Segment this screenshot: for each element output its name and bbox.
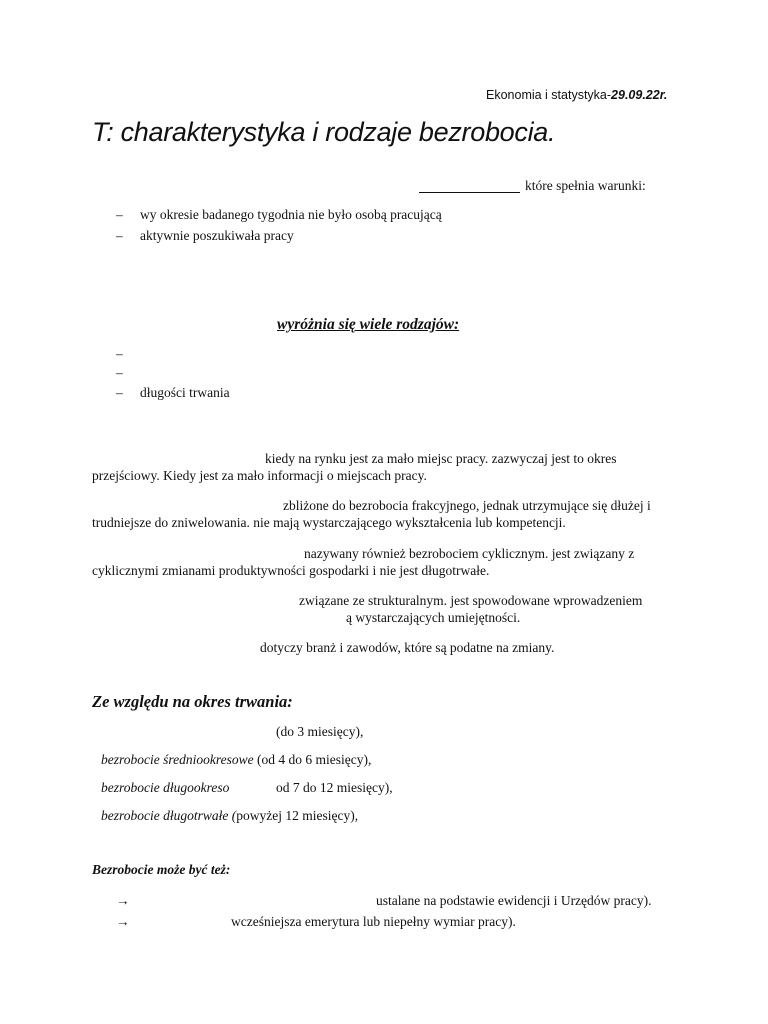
definition-text: które spełnia warunki: — [525, 178, 646, 193]
also-item: wcześniejsza emerytura lub niepełny wymiar pracy). — [231, 914, 516, 929]
subject-date: 29.09.22r. — [611, 88, 668, 102]
paragraph-line: trudniejsze do zniwelowania. nie mają wystarczającego wykształcenia lub kompetencji. — [92, 515, 566, 530]
subject-label: Ekonomia i statystyka- — [486, 88, 612, 102]
list-dash: – — [116, 346, 123, 361]
paragraph-line: kiedy na rynku jest za mało miejsc pracy. zazwyczaj jest to okres — [265, 451, 617, 466]
blank-fill-line — [419, 192, 520, 193]
condition-item: wy okresie badanego tygodnia nie było osobą pracującą — [140, 207, 442, 222]
duration-item: (do 3 miesięcy), — [276, 724, 364, 739]
condition-item: aktywnie poszukiwała pracy — [140, 228, 294, 243]
paragraph-line: ą wystarczających umiejętności. — [346, 610, 521, 625]
list-dash: – — [116, 365, 123, 380]
also-item: ustalane na podstawie ewidencji i Urzędów pracy). — [376, 893, 652, 908]
arrow-icon: → — [116, 914, 130, 929]
duration-item — [101, 808, 358, 824]
also-heading: Bezrobocie może być też: — [92, 862, 231, 877]
paragraph-line: nazywany również bezrobociem cyklicznym. jest związany z — [304, 546, 635, 561]
list-dash: – — [116, 385, 123, 400]
paragraph-line: zbliżone do bezrobocia frakcyjnego, jednak utrzymujące się dłużej i — [283, 498, 651, 513]
type-item: długości trwania — [140, 385, 230, 400]
duration-item-range: od 7 do 12 miesięcy), — [276, 780, 393, 795]
duration-item-label: bezrobocie długotrwałe ( — [101, 808, 237, 823]
duration-heading: Ze względu na okres trwania: — [92, 692, 293, 711]
duration-item — [101, 780, 229, 796]
page-title: T: charakterystyka i rodzaje bezrobocia. — [92, 117, 556, 147]
document-header — [486, 88, 667, 102]
duration-item-range: powyżej 12 miesięcy), — [236, 808, 359, 823]
paragraph-line: związane ze strukturalnym. jest spowodowane wprowadzeniem — [299, 593, 643, 608]
duration-item-label: bezrobocie długookreso — [101, 780, 230, 795]
paragraph-line: przejściowy. Kiedy jest za mało informacji o miejscach pracy. — [92, 468, 427, 483]
arrow-icon: → — [116, 893, 130, 908]
list-dash: – — [116, 207, 123, 222]
types-heading: wyróżnia się wiele rodzajów: — [277, 316, 460, 333]
paragraph-line: dotyczy branż i zawodów, które są podatne na zmiany. — [260, 640, 555, 655]
list-dash: – — [116, 228, 123, 243]
duration-item-range: (od 4 do 6 miesięcy), — [253, 752, 372, 767]
duration-item-label: bezrobocie średniookresowe — [101, 752, 254, 767]
paragraph-line: cyklicznymi zmianami produktywności gospodarki i nie jest długotrwałe. — [92, 563, 490, 578]
duration-item — [101, 752, 371, 768]
